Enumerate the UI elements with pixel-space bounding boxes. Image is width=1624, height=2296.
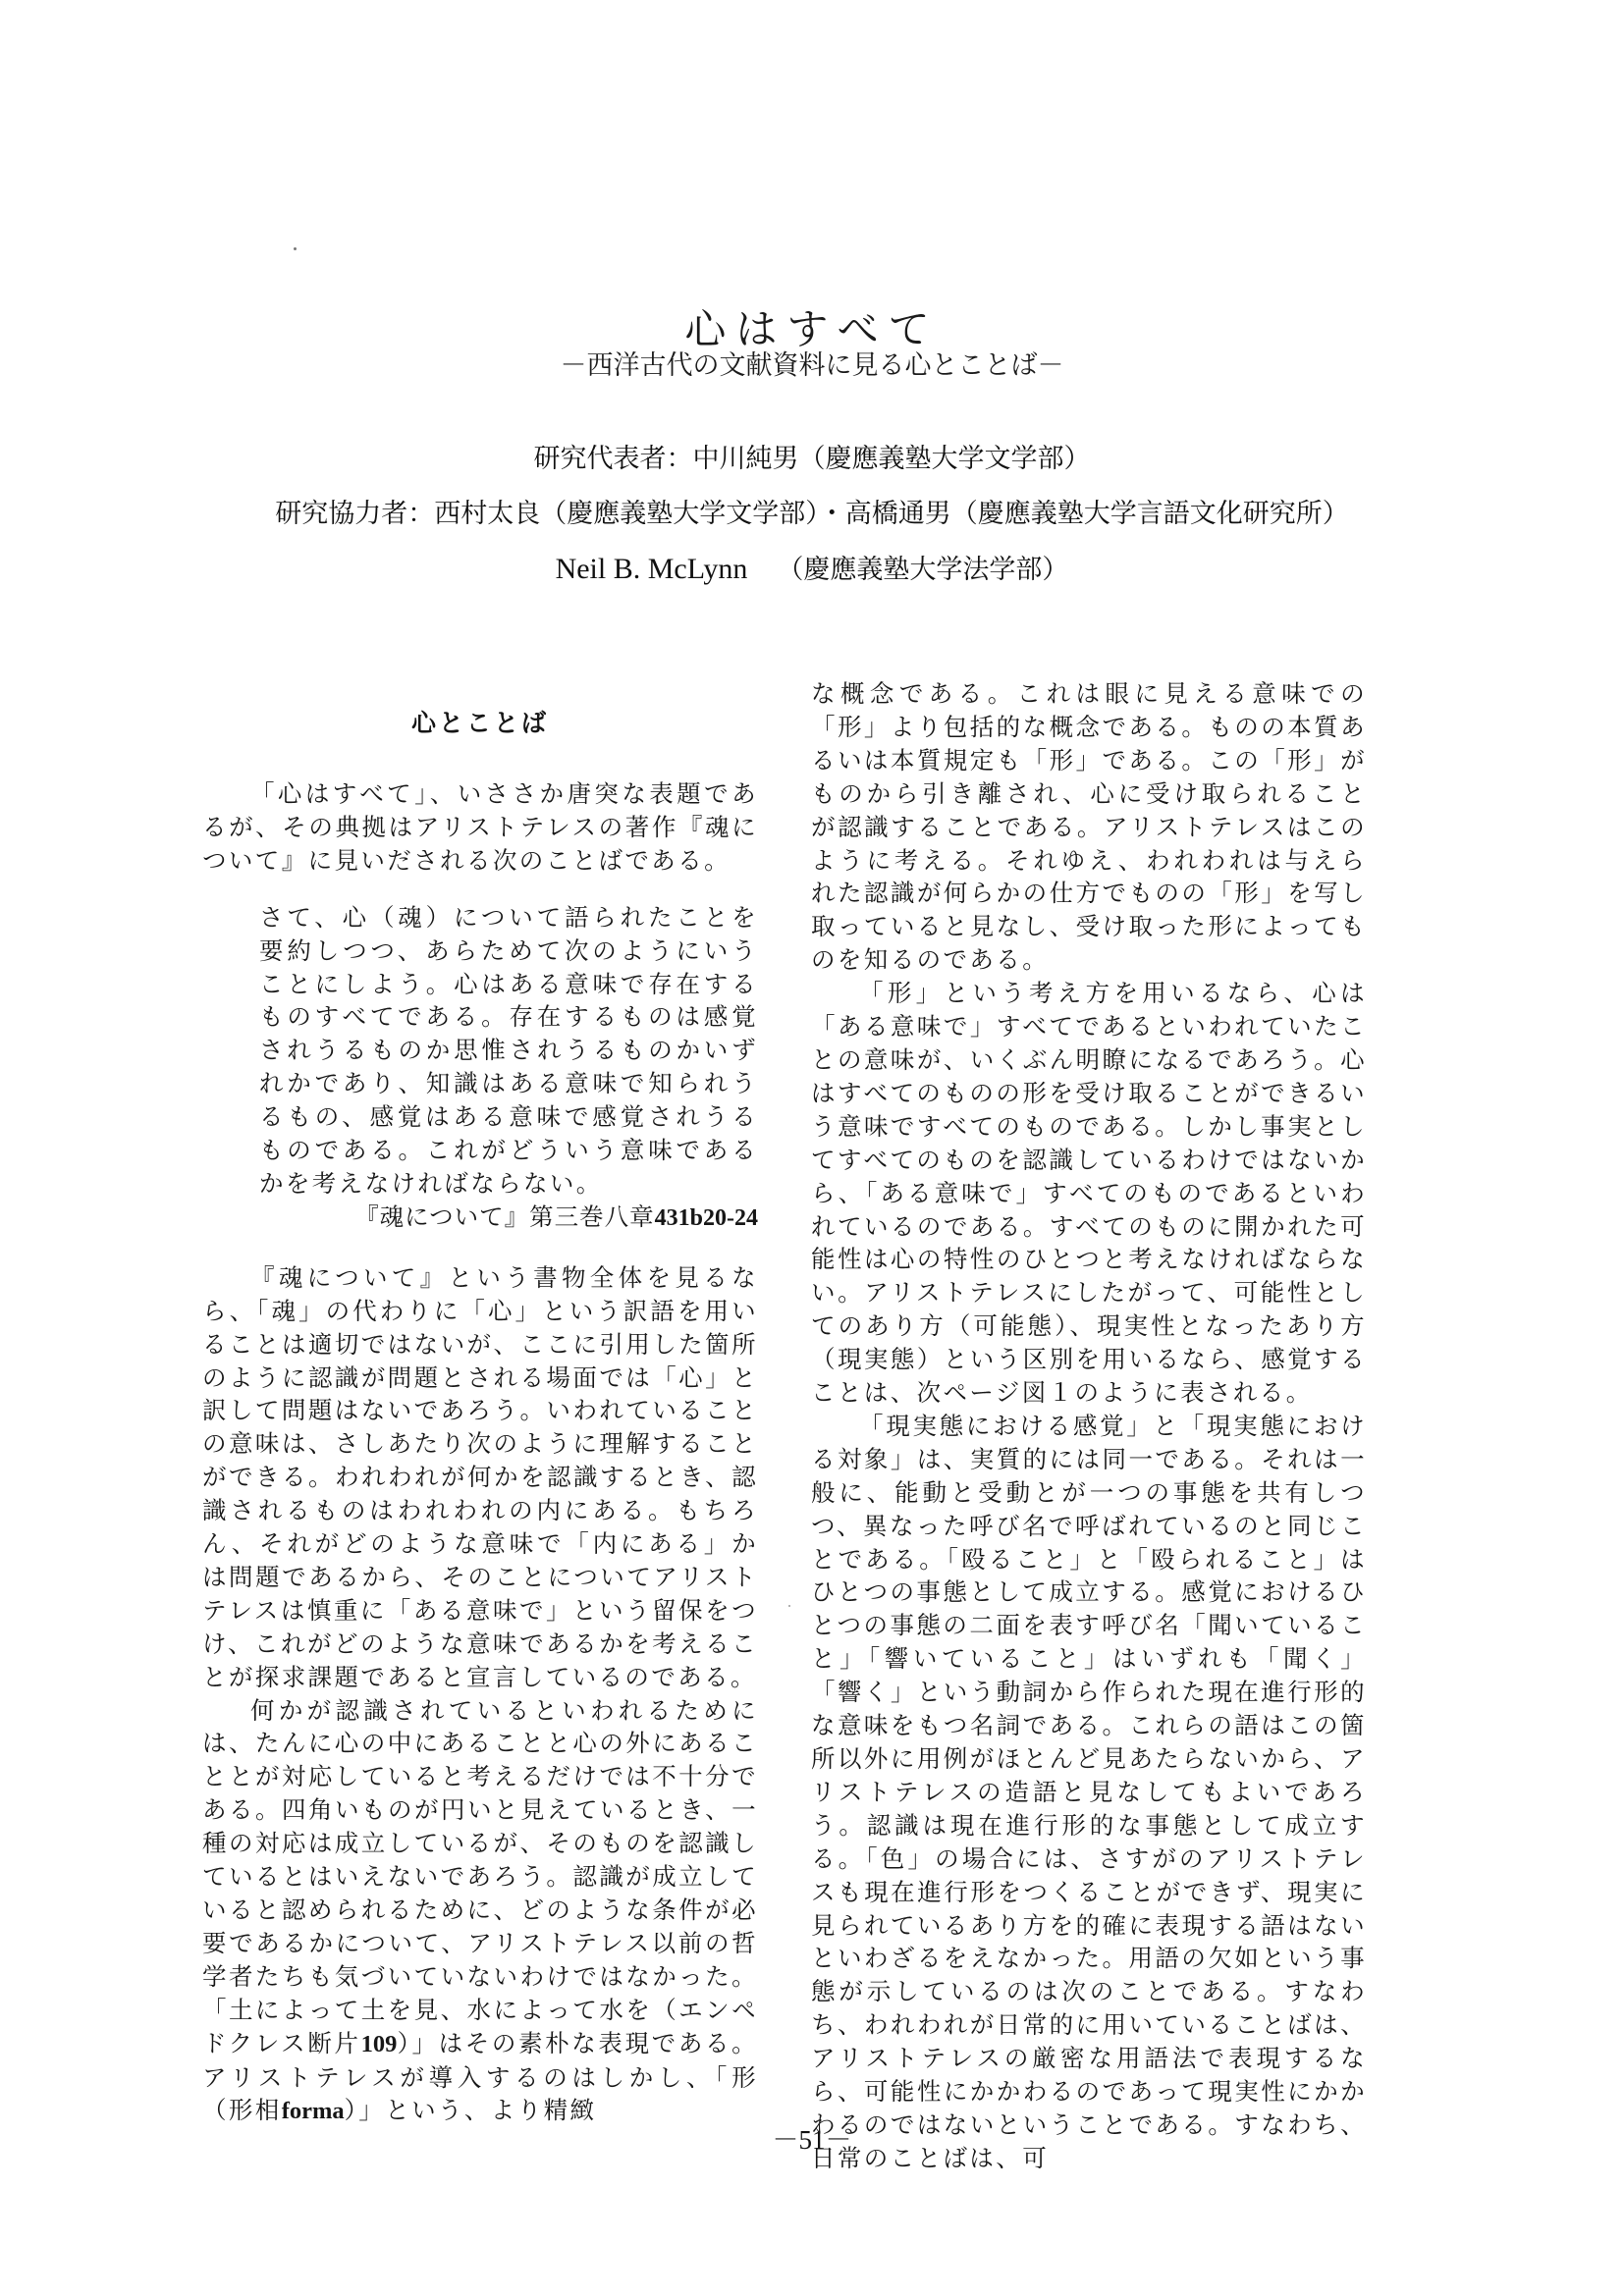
block-quote xyxy=(202,901,758,1236)
page-subtitle: －西洋古代の文献資料に見る心とことば－ xyxy=(560,350,1064,381)
quote-text: さて、心（魂）について語られたことを要約しつつ、あらためて次のようにいうことにしよう。心はある意味で存在するものすべてである。存在するものは感覚されうるものか思惟されうるものかいずれかであり、知識はある意味で知られうるもの、感覚はある意味で感覚されうるものである。これがどういう意味であるかを考えなければならない。 xyxy=(259,902,758,1198)
principal-investigator: 研究代表者：中川純男（慶應義塾大学文学部） xyxy=(533,444,1091,474)
paragraph-text: ）」はその素朴な表現である。アリストテレスが導入するのはしかし、「形（形相 xyxy=(202,2028,758,2125)
paragraph-text: ）」という、より精緻 xyxy=(344,2096,597,2125)
fragment-number: 109 xyxy=(360,2030,398,2057)
body-paragraph xyxy=(202,1694,758,2129)
collaborator-mclynn xyxy=(0,542,1624,598)
page-title: 心はすべて xyxy=(684,305,940,354)
citation-reference: 431b20-24 xyxy=(654,1204,758,1231)
scan-speck xyxy=(294,247,297,250)
citation-work: 『魂について』第三巻八章 xyxy=(354,1201,655,1231)
body-paragraph: 『魂について』という書物全体を見るなら、「魂」の代わりに「心」という訳語を用いることは適切ではないが、ここに引用した箇所のように認識が問題とされる場面では「心」と訳して問題はないであろう。いわれていることの意味は、さしあたり次のように理解することができる。われわれが何かを認識するとき、認識されるものはわれわれの内にある。もちろん、それがどのような意味で「内にある」かは問題であるから、そのことについてアリストテレスは慎重に「ある意味で」という留保をつけ、これがどのような意味であるかを考えることが探求課題であると宣言しているのである。 xyxy=(202,1262,758,1691)
latin-term: forma xyxy=(281,2098,345,2125)
research-collaborators: 研究協力者：西村太良（慶應義塾大学文学部）・高橋通男（慶應義塾大学言語文化研究所） xyxy=(275,499,1349,529)
paragraph-text: 何かが認識されているといわれるためには、たんに心の中にあることと心の外にあることとが対応していると考えるだけでは不十分である。四角いものが円いと見えているとき、一種の対応は成立しているが、そのものを認識しているとはいえないであろう。認識が成立していると認められるために、どのような条件が必要であるかについて、アリストテレス以前の哲学者たちも気づいていないわけではなかった。「土によって土を見、水によって水を（エンペドクレス断片 xyxy=(202,1695,758,2057)
left-column xyxy=(202,707,758,2128)
section-heading: 心とことば xyxy=(410,709,549,737)
right-column xyxy=(811,677,1367,2175)
intro-paragraph: 「心はすべて」、いささか唐突な表題であるが、その典拠はアリストテレスの著作『魂について』に見いだされる次のことばである。 xyxy=(202,779,758,875)
author-affiliation: （慶應義塾大学法学部） xyxy=(777,555,1069,585)
author-block xyxy=(0,432,1624,598)
body-paragraph: 「形」という考え方を用いるなら、心は「ある意味で」すべてであるといわれていたことの意味が、いくぶん明瞭になるであろう。心はすべてのものの形を受け取ることができるいう意味ですべてのものである。しかし事実としてすべてのものを認識しているわけではないから、「ある意味で」すべてのものであるといわれているのである。すべてのものに開かれた可能性は心の特性のひとつと考えなければならない。アリストテレスにしたがって、可能性としてのあり方（可能態）、現実性となったあり方（現実態）という区別を用いるなら、感覚することは、次ページ図１のように表される。 xyxy=(811,979,1367,1408)
author-name: Neil B. McLynn xyxy=(555,553,748,585)
body-paragraph: 「現実態における感覚」と「現実態における対象」は、実質的には同一である。それは一般に、能動と受動とが一つの事態を共有しつつ、異なった呼び名で呼ばれているのと同じことである。「殴ること」と「殴られること」はひとつの事態として成立する。感覚におけるひとつの事態の二面を表す呼び名「聞いていること」「響いていること」はいずれも「聞く」「響く」という動詞から作られた現在進行形的な意味をもつ名詞である。これらの語はこの箇所以外に用例がほとんど見あたらないから、アリストテレスの造語と見なしてもよいであろう。認識は現在進行形的な事態として成立する。「色」の場合には、さすがのアリストテレスも現在進行形をつくることができず、現実に見られているあり方を的確に表現する語はないといわざるをえなかった。用語の欠如という事態が示しているのは次のことである。すなわち、われわれが日常的に用いていることばは、アリストテレスの厳密な用語法で表現するなら、可能性にかかわるのであって現実性にかかわるのではないということである。すなわち、日常のことばは、可 xyxy=(811,1411,1367,2172)
quote-citation xyxy=(259,1201,758,1236)
scan-speck xyxy=(788,1605,790,1607)
body-paragraph: な概念である。これは眼に見える意味での「形」より包括的な概念である。ものの本質あるいは本質規定も「形」である。この「形」がものから引き離され、心に受け取られることが認識することである。アリストテレスはこのように考える。それゆえ、われわれは与えられた認識が何らかの仕方でものの「形」を写し取っていると見なし、受け取った形によってものを知るのである。 xyxy=(811,679,1367,975)
page-number: －51－ xyxy=(772,2125,852,2155)
